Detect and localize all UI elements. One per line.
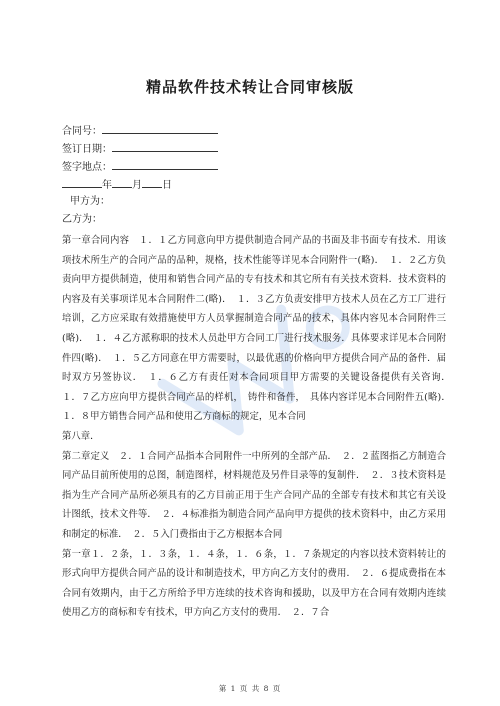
- month-label: 月: [132, 180, 142, 191]
- contract-number-field: [62, 122, 218, 139]
- signing-date-field: [62, 140, 218, 157]
- signing-date-label: 签订日期：: [62, 144, 112, 155]
- signing-place-label: 签字地点：: [62, 162, 112, 173]
- party-b-label: 乙方为：: [62, 214, 102, 225]
- chapter-8-reference: 第八章．: [62, 430, 100, 442]
- contract-number-blank: [102, 122, 218, 134]
- date-line: [62, 176, 172, 193]
- signing-place-blank: [112, 158, 218, 170]
- document-title: 精品软件技术转让合同审核版: [145, 78, 354, 96]
- party-a-label: 甲方为：: [70, 196, 110, 207]
- chapter-1-paragraph: 第一章合同内容 １．１乙方同意向甲方提供制造合同产品的书面及非书面专有技术．用该项技术所生产的合同产品的品种，规格，技术性能等详见本合同附件一(略)． １．２乙方负责向甲方提供制造，使用和销售合同产品的专有技术和其它所有有关技术资料．技术资料的内容及有关事项详见本合同附件二(略)． １．３乙方负责安排甲方技术人员在乙方工厂进行培训，乙方应采取有效措施使甲方人员掌握制造合同产品的技术，具体内容见本合同附件三(略)． １．４乙方派称职的技术人员赴甲方合同工厂进行技术服务．具体要求详见本合同附件四(略)． １．５乙方同意在甲方需要时，以最优惠的价格向甲方提供合同产品的备件．届时双方另签协议． １．６乙方有责任对本合同项目甲方需要的关键设备提供有关咨询． １．７乙方应向甲方提供合同产品的样机， 铸件和备件， 具体内容详见本合同附件五(略)． １．８甲方销售合同产品和使用乙方商标的规定，见本合同: [62, 235, 456, 423]
- signing-place-field: [62, 158, 218, 175]
- chapter-2-paragraph: 第二章定义 ２．１合同产品指本合同附件一中所列的全部产品． ２．２蓝图指乙方制造合同产品目前所使用的总图，制造图样，材料规范及另件目录等的复制件． ２．３技术资料是指为生产合同产品所必须具有的乙方目前正用于生产合同产品的全部专有技术和其它有关设计图纸，技术文件等． ２．４标准指为制造合同产品向甲方提供的技术资料中，由乙方采用和制定的标准． ２．５入门费指由于乙方根据本合同: [62, 450, 446, 540]
- chapter-2-continued: 第一章１．２条，１．３条，１．４条，１．６条，１．７条规定的内容以技术资料转让的形式向甲方提供合同产品的设计和制造技术，甲方向乙方支付的费用． ２．６提成费指在本合同有效期内，由于乙方所给予甲方连续的技术咨询和援助，以及甲方在合同有效期内连续使用乙方的商标和专有技术，甲方向乙方支付的费用． ２．７合: [62, 548, 446, 619]
- signing-date-blank: [112, 140, 218, 152]
- page-footer: 第 1 页 共 8 页: [218, 684, 282, 693]
- year-label: 年: [102, 180, 112, 191]
- contract-number-label: 合同号：: [62, 126, 102, 137]
- day-label: 日: [162, 180, 172, 191]
- contract-body: [62, 231, 456, 623]
